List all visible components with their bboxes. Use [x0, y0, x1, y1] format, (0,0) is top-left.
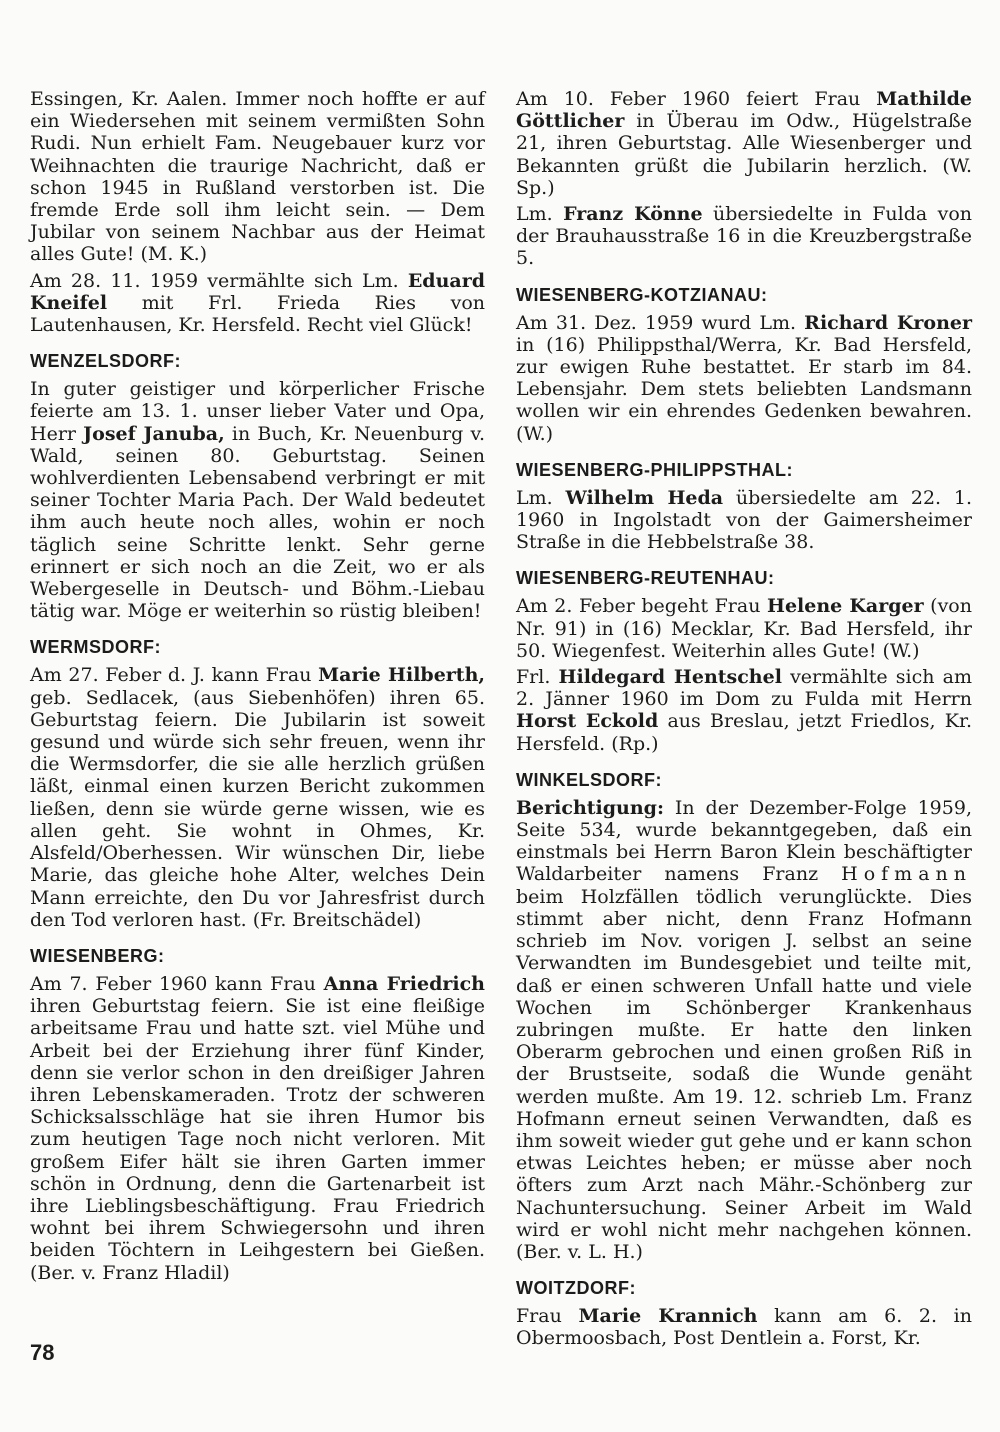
paragraph-goettlicher: Am 10. Feber 1960 feiert Frau Mathilde Göttlicher in Überau im Odw., Hügelstraße 21, ihren Geburtstag. Alle Wiesenberger und Bekannten grüßt die Jubilarin herzlich. (W. Sp.) — [516, 88, 972, 199]
paragraph-koenne: Lm. Franz Könne übersiedelte in Fulda von der Brauhausstraße 16 in die Kreuzbergstraße 5. — [516, 203, 972, 270]
heading-wenzelsdorf: WENZELSDORF: — [30, 351, 181, 372]
name-franz-koenne: Franz Könne — [563, 203, 703, 226]
heading-wermsdorf: WERMSDORF: — [30, 637, 161, 658]
name-marie-hilberth: Marie Hilberth, — [318, 664, 485, 687]
label-berichtigung: Berichtigung: — [516, 796, 664, 819]
name-anna-friedrich: Anna Friedrich — [323, 972, 485, 995]
paragraph-berichtigung: Berichtigung: In der Dezember-Folge 1959, Seite 534, wurde bekanntgegeben, daß ein einstmals bei Herrn Baron Klein beschäftigter Waldarbeiter namens Franz Hofmann beim Holzfällen tödlich verunglückte. Dies stimmt aber nicht, denn Franz Hofmann schrieb im Nov. vorigen J. selbst an seine Verwandten im Bundesgebiet und teilte mit, daß er einen schweren Unfall hatte und viele Wochen im Schönberger Krankenhaus zubringen mußte. Er hatte den linken Oberarm gebrochen und einen großen Riß in der Brustseite, sodaß die Wunde genäht werden mußte. Am 19. 12. schrieb Lm. Franz Hofmann erneut seinen Verwandten, daß es ihm soweit wieder gut gehe und er kann schon etwas Leichtes heben; er müsse aber noch öfters zum Arzt nach Mähr.-Schönberg zur Nachuntersuchung. Seiner Arbeit im Wald wird er wohl nicht mehr nachgehen können. (Ber. v. L. H.) — [516, 796, 972, 1263]
name-richard-kroner: Richard Kroner — [804, 311, 972, 334]
paragraph-essingen: Essingen, Kr. Aalen. Immer noch hoffte er auf ein Wiedersehen mit seinem vermißten Sohn Rudi. Nun erhielt Fam. Neugebauer kurz vor Weihnachten die traurige Nachricht, daß er schon 1945 in Rußland verstorben ist. Die fremde Erde soll ihm leicht sein. — Dem Jubilar von seinem Nachbar aus der Heimat alles Gute! (M. K.) — [30, 88, 485, 266]
name-horst-eckold: Horst Eckold — [516, 710, 659, 733]
paragraph-hilberth: Am 27. Feber d. J. kann Frau Marie Hilberth, geb. Sedlacek, (aus Siebenhöfen) ihren 65. Geburtstag feiern. Die Jubilarin ist soweit gesund und würde sich sehr freuen, wenn ihr die Wermsdorfer, die sie alle herzlich grüßen läßt, einmal einen kurzen Bericht zukommen ließen, denn sie würde gerne wissen, wie es allen geht. Sie wohnt in Ohmes, Kr. Alsfeld/Oberhessen. Wir wünschen Dir, liebe Marie, das gleiche hohe Alter, welches Dein Mann erreichte, den Du vor Jahresfrist durch den Tod verloren hast. (Fr. Breitschädel) — [30, 664, 485, 931]
paragraph-karger: Am 2. Feber begeht Frau Helene Karger (von Nr. 91) in (16) Mecklar, Kr. Bad Hersfeld, ihr 50. Wiegenfest. Weiterhin alles Gute! (W.) — [516, 595, 972, 662]
name-helene-karger: Helene Karger — [767, 595, 924, 618]
page-number: 78 — [30, 1340, 55, 1365]
paragraph-krannich: Frau Marie Krannich kann am 6. 2. in Obermoosbach, Post Dentlein a. Forst, Kr. — [516, 1305, 972, 1350]
left-column — [30, 88, 485, 1288]
name-eduard-kneifel: Eduard Kneifel — [30, 269, 485, 314]
name-wilhelm-heda: Wilhelm Heda — [565, 486, 724, 509]
name-hildegard-hentschel: Hildegard Hentschel — [558, 666, 782, 689]
heading-wiesenberg: WIESENBERG: — [30, 945, 165, 966]
paragraph-kneifel: Am 28. 11. 1959 vermählte sich Lm. Eduard Kneifel mit Frl. Frieda Ries von Lautenhausen, Kr. Hersfeld. Recht viel Glück! — [30, 269, 485, 337]
heading-wiesenberg-philippsthal: WIESENBERG-PHILIPPSTHAL: — [516, 459, 794, 480]
paragraph-januba: In guter geistiger und körperlicher Frische feierte am 13. 1. unser lieber Vater und Opa, Herr Josef Januba, in Buch, Kr. Neuenburg v. Wald, seinen 80. Geburtstag. Seinen wohlverdienten Lebensabend verbringt er mit seiner Tochter Maria Pach. Der Wald bedeutet ihm auch heute noch alles, wohin er noch täglich seine Schritte lenkt. Sehr gerne erinnert er sich noch an die Zeit, wo er als Webergeselle in Deutsch- und Böhm.-Liebau tätig war. Möge er weiterhin so rüstig bleiben! — [30, 378, 485, 623]
right-column — [516, 88, 972, 1354]
heading-woitzdorf: WOITZDORF: — [516, 1278, 636, 1299]
name-josef-januba: Josef Januba, — [83, 422, 225, 445]
paragraph-friedrich: Am 7. Feber 1960 kann Frau Anna Friedrich ihren Geburtstag feiern. Sie ist eine fleißige arbeitsame Frau und hatte szt. viel Mühe und Arbeit bei der Erziehung ihrer fünf Kinder, denn sie verlor schon in den dreißiger Jahren ihren Lebenskameraden. Trotz der schweren Schicksalsschläge hat sie ihren Humor bis zum heutigen Tage noch nicht verloren. Mit großem Eifer hält sie ihren Garten immer schön in Ordnung, denn die Gartenarbeit ist ihre Lieblingsbeschäftigung. Frau Friedrich wohnt bei ihrem Schwiegersohn und ihren beiden Töchtern in Leihgestern bei Gießen. (Ber. v. Franz Hladil) — [30, 972, 485, 1284]
paragraph-hentschel: Frl. Hildegard Hentschel vermählte sich am 2. Jänner 1960 im Dom zu Fulda mit Herrn Horst Eckold aus Breslau, jetzt Friedlos, Kr. Hersfeld. (Rp.) — [516, 666, 972, 755]
paragraph-kroner: Am 31. Dez. 1959 wurd Lm. Richard Kroner in (16) Philippsthal/Werra, Kr. Bad Hersfeld, zur ewigen Ruhe bestattet. Er starb im 84. Lebensjahr. Dem stets beliebten Landsmann wollen wir ein ehrendes Gedenken bewahren. (W.) — [516, 311, 972, 445]
paragraph-heda: Lm. Wilhelm Heda übersiedelte am 22. 1. 1960 in Ingolstadt von der Gaimersheimer Straße in die Hebbelstraße 38. — [516, 486, 972, 554]
heading-wiesenberg-reutenhau: WIESENBERG-REUTENHAU: — [516, 568, 775, 589]
name-mathilde-goettlicher: Mathilde Göttlicher — [516, 88, 972, 133]
heading-wiesenberg-kotzianau: WIESENBERG-KOTZIANAU: — [516, 284, 768, 305]
heading-winkelsdorf: WINKELSDORF: — [516, 769, 662, 790]
name-marie-krannich: Marie Krannich — [578, 1305, 758, 1328]
name-hofmann-spaced: Hofmann — [841, 863, 972, 886]
